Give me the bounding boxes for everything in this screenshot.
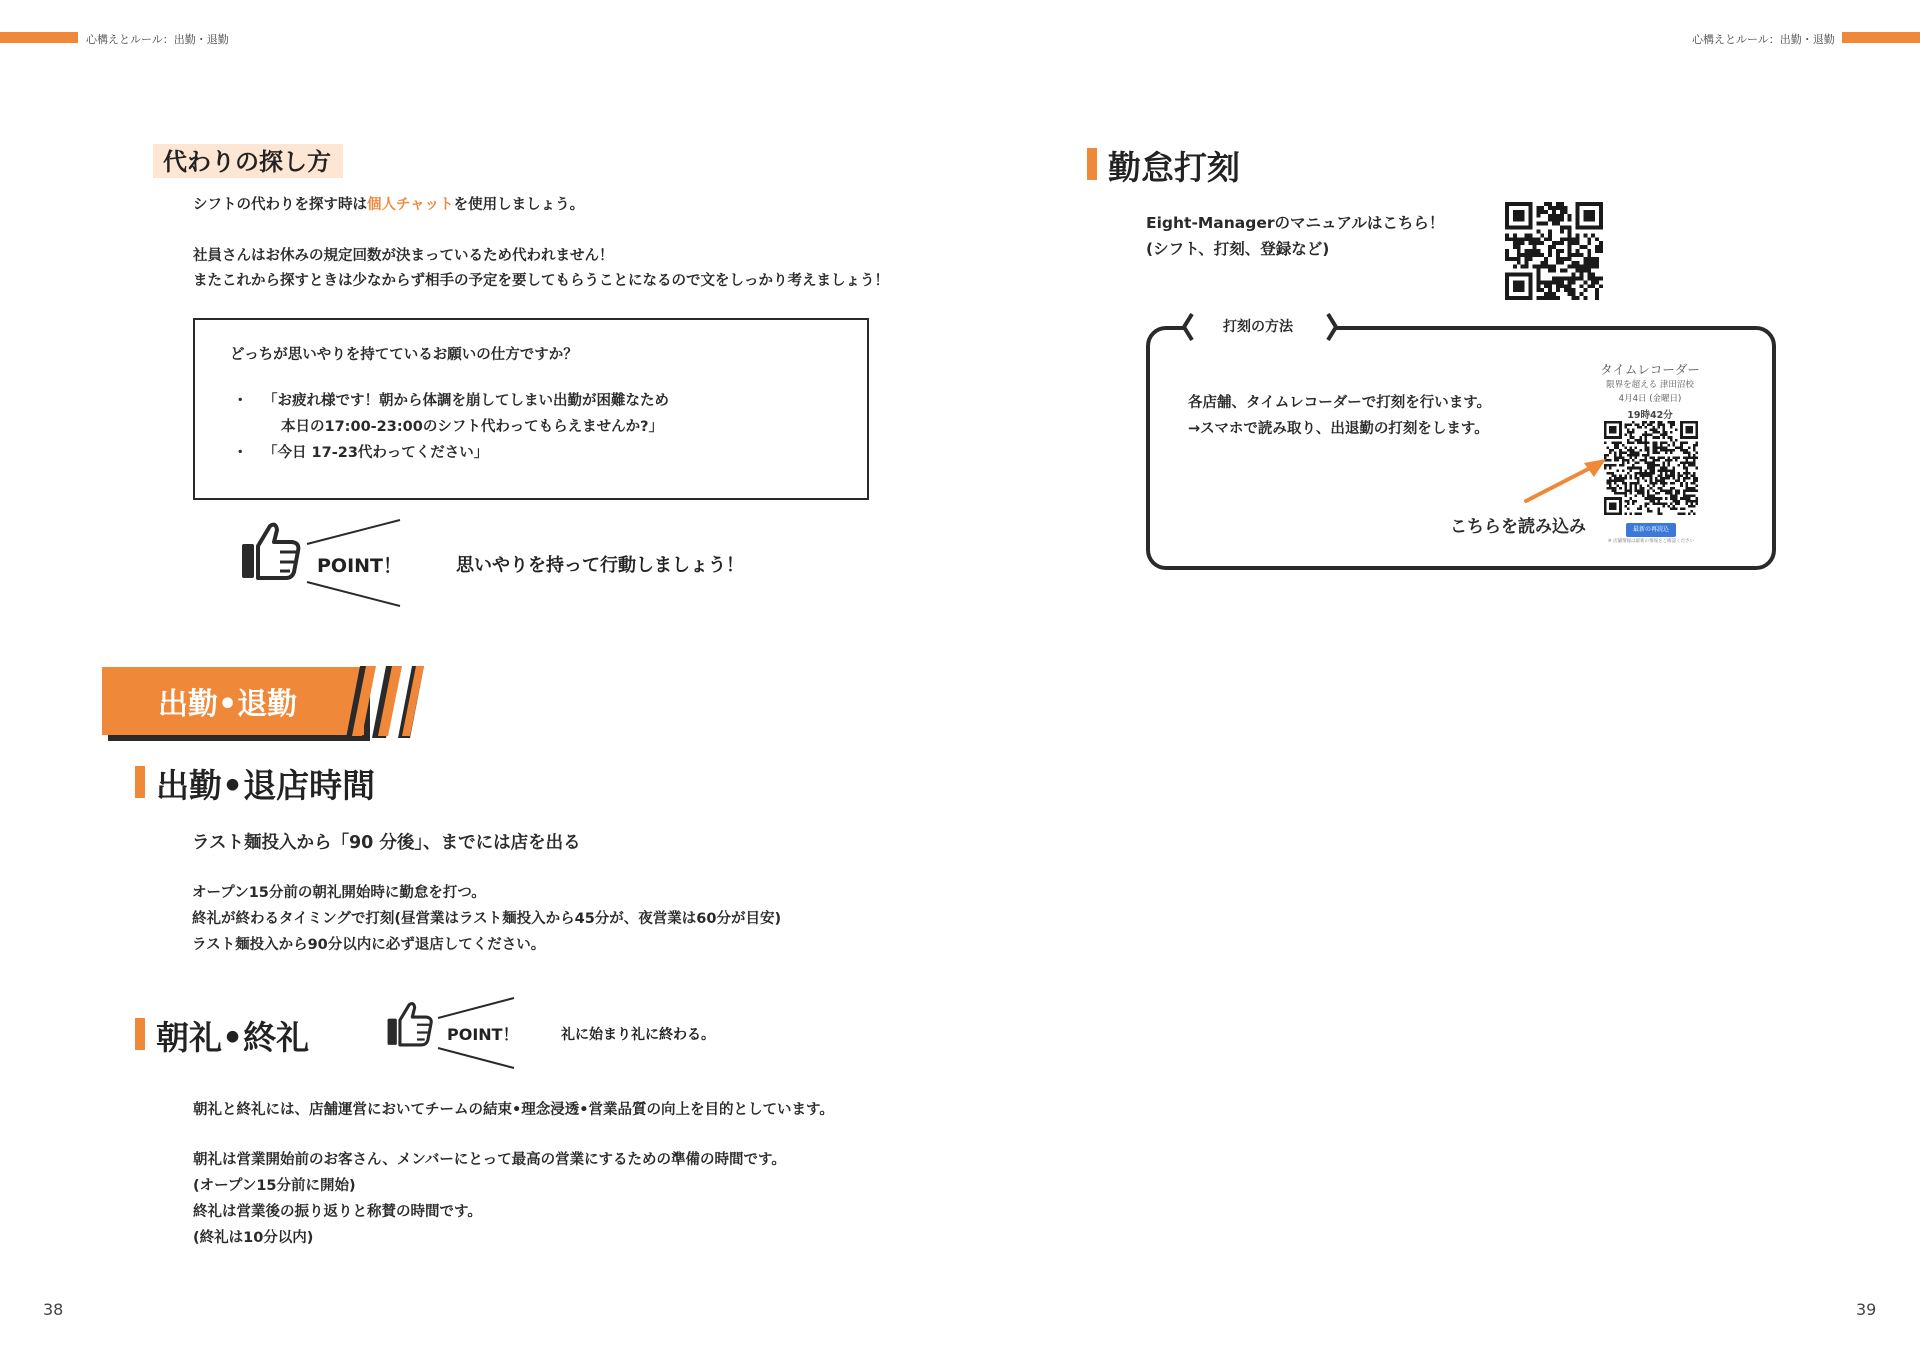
option-1-line1: 「お疲れ様です！朝から体調を崩してしまい出勤が困難なため [263, 393, 669, 409]
header-accent-left [0, 32, 78, 43]
scan-label: こちらを読み込み [1450, 517, 1586, 537]
point-message-1: 思いやりを持って行動しましょう！ [456, 555, 744, 576]
bullet-2: ・ [233, 445, 248, 461]
substitute-line2: 社員さんはお休みの規定回数が決まっているため代われません！ [193, 248, 614, 264]
recorder-title: タイムレコーダー [1600, 362, 1700, 377]
arrow-icon [1520, 455, 1610, 505]
recorder-date: 4月4日 (金曜日) [1618, 394, 1682, 404]
recorder-qr-code[interactable] [1604, 421, 1698, 515]
method-tab-label: 打刻の方法 [1223, 319, 1293, 335]
thumbs-up-icon [240, 520, 302, 582]
heading-accent-bar [135, 1018, 145, 1050]
meeting-line1: 朝礼と終礼には、店舗運営においてチームの結束•理念浸透•営業品質の向上を目的としています。 [193, 1102, 834, 1118]
page-number-right: 39 [1856, 1300, 1877, 1319]
recorder-store: 限界を超える 津田沼校 [1606, 380, 1694, 390]
method-line1: 各店舗、タイムレコーダーで打刻を行います。 [1188, 395, 1492, 411]
header-title-left: 心構えとルール：出勤・退勤 [86, 33, 229, 46]
meeting-line2: 朝礼は営業開始前のお客さん、メンバーにとって最高の営業にするための準備の時間です。 [193, 1152, 786, 1168]
substitute-line1: シフトの代わりを探す時は個人チャットを使用しましょう。 [193, 197, 585, 213]
point-label-2: POINT！ [447, 1025, 519, 1044]
shop-hours-heading: 出勤•退店時間 [156, 766, 376, 805]
point-label-1: POINT！ [317, 555, 403, 577]
substitute-line3: またこれから探すときは少なからず相手の予定を要してもらうことになるので文をしっかり考えましょう！ [193, 273, 889, 289]
manual-line2: (シフト、打刻、登録など) [1146, 240, 1330, 258]
substitute-heading: 代わりの探し方 [153, 144, 343, 178]
bullet-1: ・ [233, 393, 248, 409]
shop-hours-line2: 終礼が終わるタイミングで打刻(昼営業はラスト麺投入から45分が、夜営業は60分が目安) [192, 911, 782, 927]
shop-hours-line3: ラスト麺投入から90分以内に必ず退店してください。 [192, 937, 546, 953]
method-line2: →スマホで読み取り、出退勤の打刻をします。 [1188, 421, 1489, 437]
option-2: 「今日 17-23代わってください」 [263, 445, 489, 461]
shop-hours-lead: ラスト麺投入から「90 分後」、までには店を出る [192, 833, 581, 853]
section-banner [102, 667, 364, 735]
meeting-line3: (オープン15分前に開始) [193, 1178, 356, 1194]
meeting-heading: 朝礼•終礼 [156, 1018, 310, 1057]
header-title-right: 心構えとルール：出勤・退勤 [1692, 33, 1835, 46]
shop-hours-line1: オープン15分前の朝礼開始時に勤怠を打つ。 [192, 885, 486, 901]
heading-accent-bar [1087, 148, 1097, 180]
manual-line1: Eight-Managerのマニュアルはこちら！ [1146, 214, 1445, 232]
page-number-left: 38 [43, 1300, 64, 1319]
meeting-line4: 終礼は営業後の振り返りと称賛の時間です。 [193, 1204, 482, 1220]
private-chat-highlight: 個人チャット [367, 197, 454, 213]
question-text: どっちが思いやりを持てているお願いの仕方ですか？ [230, 347, 578, 363]
attendance-heading: 勤怠打刻 [1108, 148, 1240, 187]
meeting-line5: (終礼は10分以内) [193, 1230, 314, 1246]
reload-button[interactable]: 最新の再読込 [1626, 523, 1676, 537]
heading-accent-bar [135, 766, 145, 798]
recorder-note: ※ 店舗情報は最新の情報をご確認ください [1607, 539, 1695, 544]
point-message-2: 礼に始まり礼に終わる。 [561, 1027, 715, 1043]
recorder-time: 19時42分 [1627, 410, 1673, 421]
header-accent-right [1842, 32, 1920, 43]
banner-title: 出勤•退勤 [158, 687, 298, 722]
option-1-line2: 本日の17:00-23:00のシフト代わってもらえませんか?」 [281, 419, 664, 435]
banner-slash-decoration [344, 664, 426, 740]
thumbs-up-icon [386, 1000, 434, 1048]
manual-qr-code[interactable] [1505, 202, 1603, 300]
